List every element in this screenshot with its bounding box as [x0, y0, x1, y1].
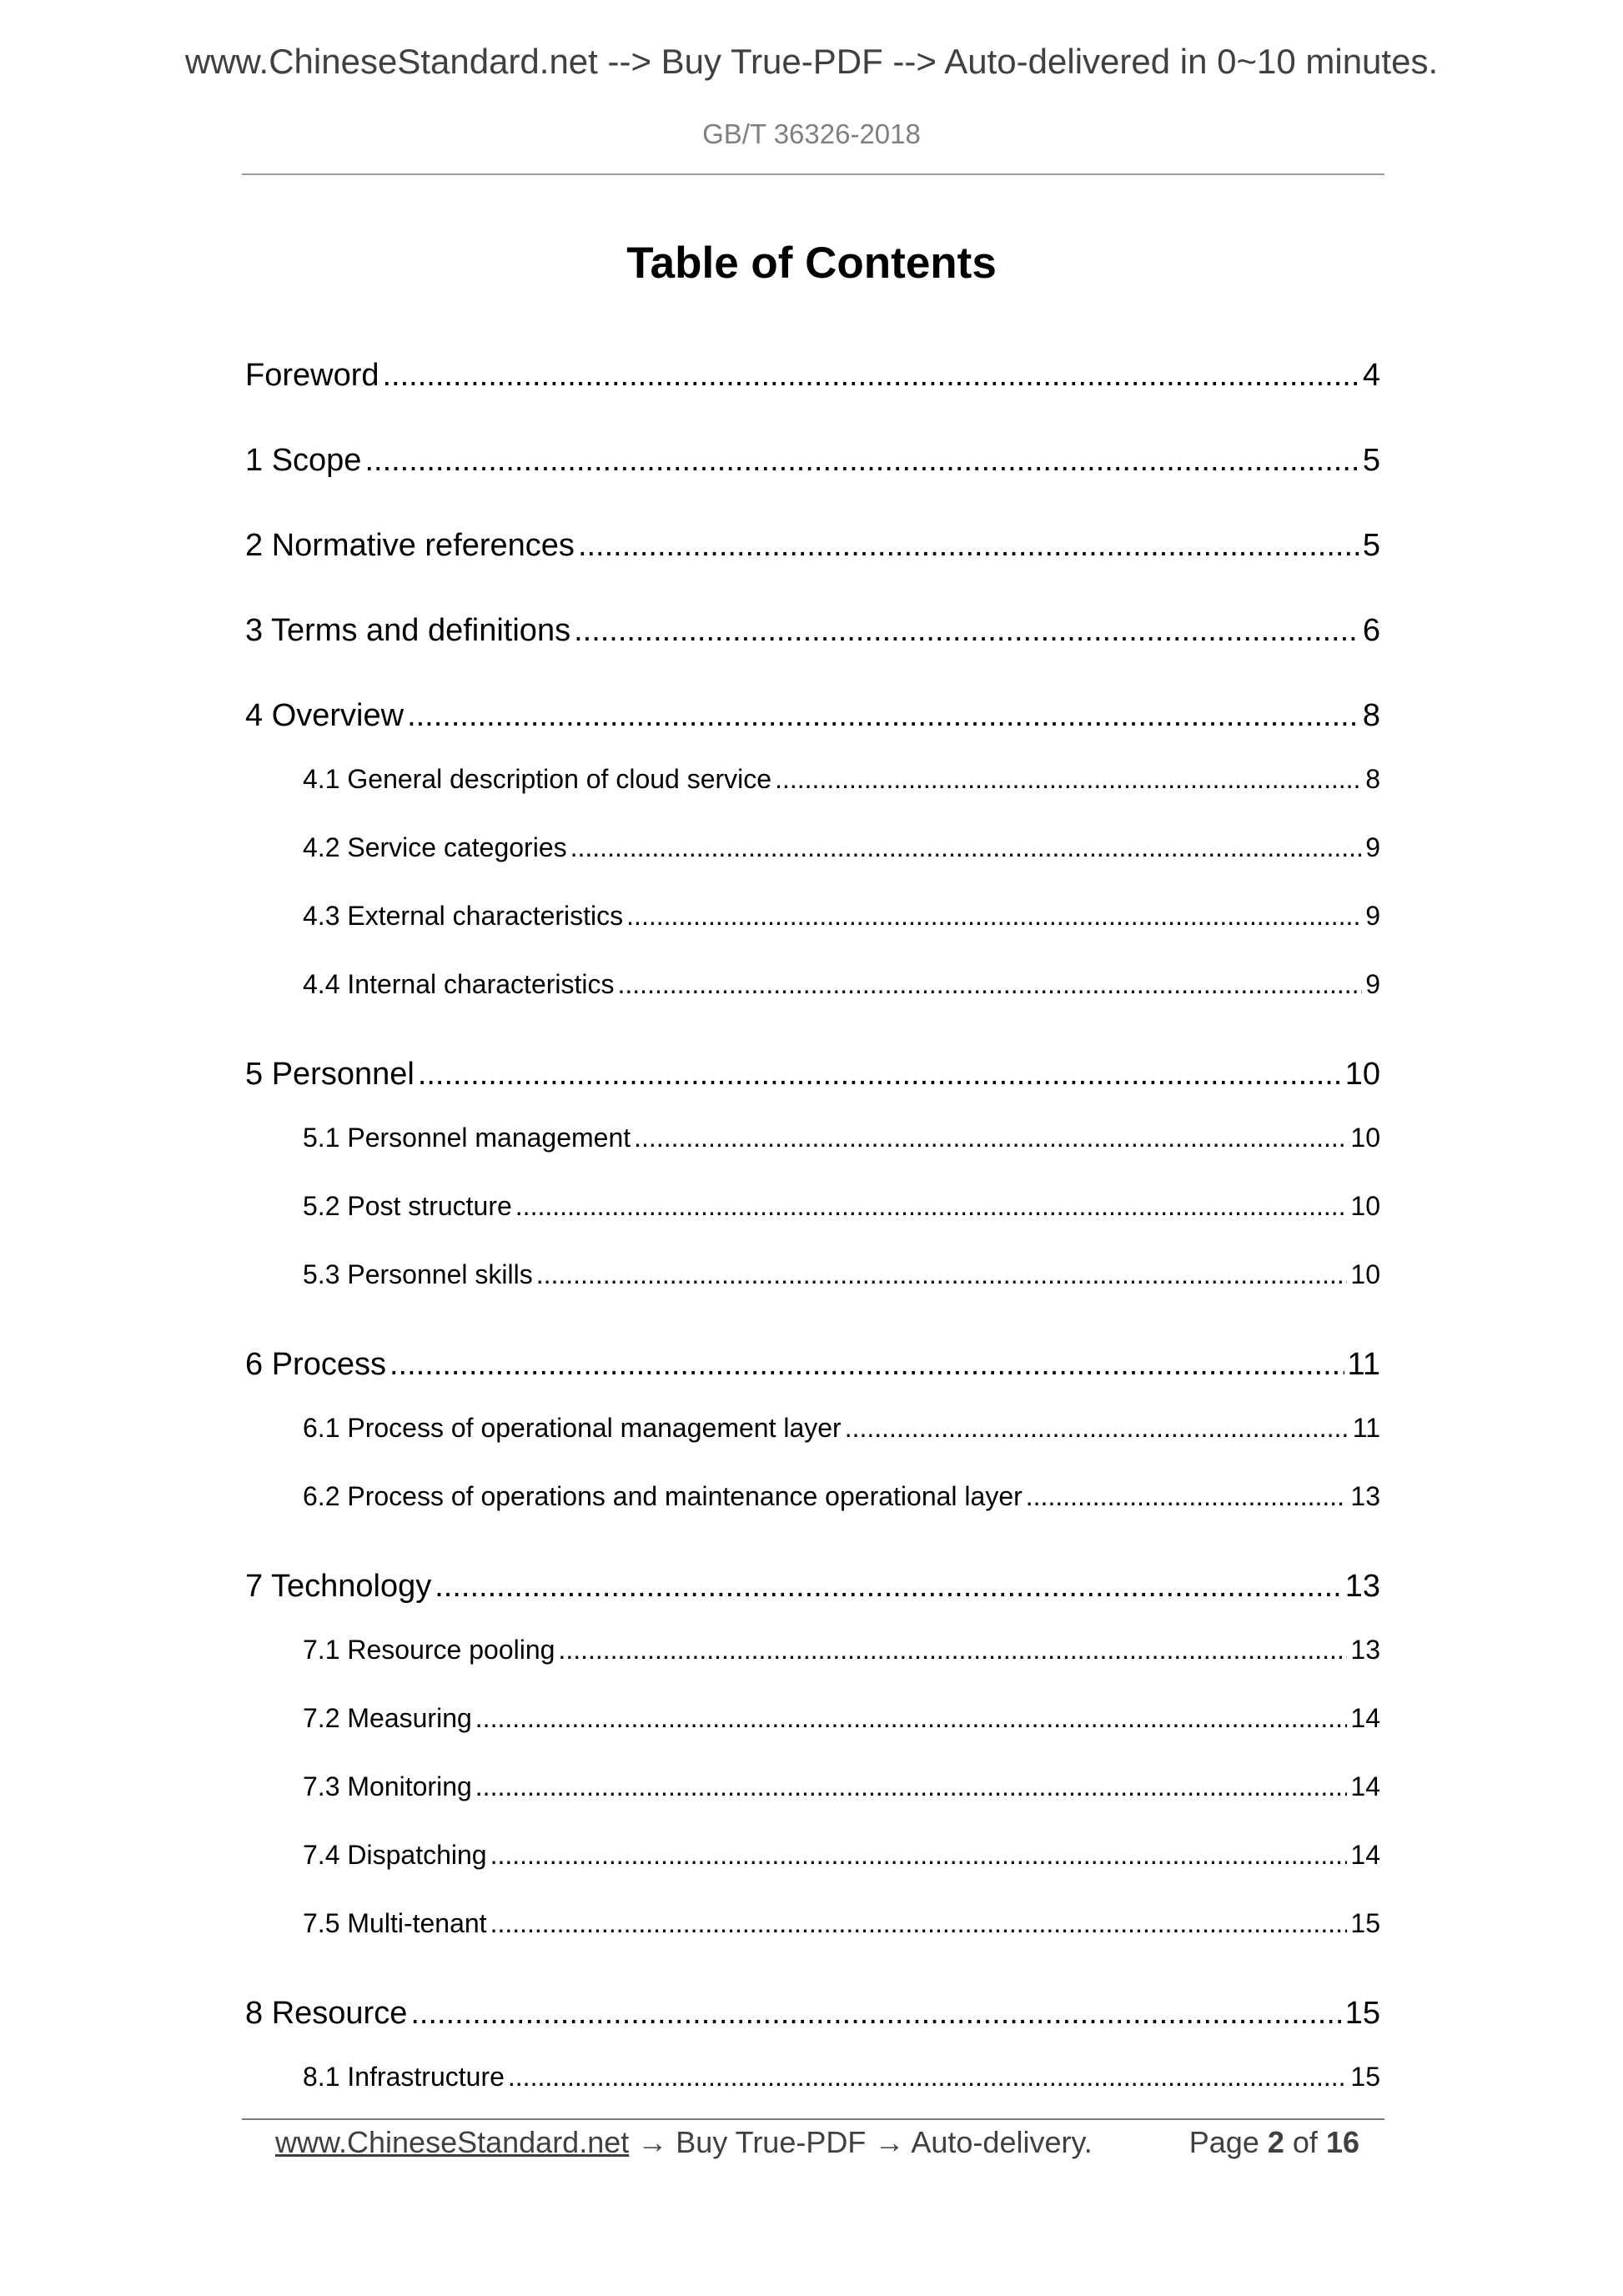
dot-leader	[558, 1631, 1347, 1668]
toc-entry-foreword[interactable]	[245, 354, 1380, 397]
toc-entry-label: 6.2 Process of operations and maintenance operational layer	[303, 1481, 1023, 1511]
dot-leader	[775, 761, 1362, 797]
toc-entry-overview[interactable]	[245, 694, 1380, 737]
toc-entry-page: 5	[1362, 528, 1380, 563]
toc-entry-process[interactable]	[245, 1343, 1380, 1386]
toc-entry-page: 10	[1350, 1191, 1380, 1221]
toc-entry-terms-and-definitions[interactable]	[245, 609, 1380, 652]
toc-entry-label: 7.5 Multi-tenant	[303, 1908, 487, 1938]
toc-entry-label: 5.1 Personnel management	[303, 1123, 631, 1153]
toc-entry-page: 4	[1362, 358, 1380, 393]
dot-leader	[475, 1768, 1348, 1805]
toc-subentry-7-3[interactable]	[303, 1768, 1380, 1805]
arrow-right-icon: →	[637, 2125, 668, 2159]
footer-divider	[242, 2118, 1384, 2120]
toc-entry-label: 6 Process	[245, 1347, 386, 1382]
dot-leader	[570, 829, 1363, 866]
dot-leader	[618, 966, 1363, 1002]
toc-entry-label: 2 Normative references	[245, 528, 575, 563]
dot-leader	[410, 1992, 1341, 2035]
dot-leader	[490, 1836, 1348, 1873]
header-divider	[242, 173, 1384, 175]
toc-entry-page: 9	[1365, 901, 1380, 931]
total-pages: 16	[1325, 2125, 1359, 2159]
toc-entry-page: 14	[1350, 1840, 1380, 1870]
toc-entry-label: 4.3 External characteristics	[303, 901, 624, 931]
page-word: Page	[1188, 2125, 1259, 2159]
toc-entry-resource[interactable]	[245, 1992, 1380, 2035]
toc-entry-scope[interactable]	[245, 439, 1380, 482]
toc-entry-page: 15	[1344, 1996, 1380, 2031]
dot-leader	[626, 897, 1362, 934]
toc-entry-label: 5.3 Personnel skills	[303, 1259, 533, 1289]
dot-leader	[475, 1700, 1348, 1736]
toc-subentry-5-3[interactable]	[303, 1256, 1380, 1293]
toc-entry-normative-references[interactable]	[245, 524, 1380, 567]
toc-entry-label: 7 Technology	[245, 1569, 432, 1604]
toc-entry-page: 13	[1344, 1569, 1380, 1604]
toc-entry-page: 8	[1362, 698, 1380, 733]
toc-entry-page: 11	[1352, 1413, 1380, 1443]
top-banner: www.ChineseStandard.net --> Buy True-PDF --> Auto-delivered in 0~10 minutes.	[184, 42, 1439, 81]
dot-leader	[418, 1053, 1342, 1096]
toc-subentry-8-1[interactable]	[303, 2058, 1380, 2095]
arrow-right-icon: →	[874, 2125, 905, 2159]
toc-entry-page: 5	[1362, 443, 1380, 478]
toc-entry-page: 15	[1350, 1908, 1380, 1938]
dot-leader	[383, 354, 1359, 397]
current-page: 2	[1267, 2125, 1284, 2159]
toc-entry-page: 15	[1350, 2062, 1380, 2092]
dot-leader	[536, 1256, 1348, 1293]
toc-entry-page: 11	[1347, 1347, 1380, 1382]
page-footer	[275, 2125, 1359, 2167]
toc-entry-label: 7.3 Monitoring	[303, 1771, 472, 1801]
toc-entry-label: 1 Scope	[245, 443, 362, 478]
toc-entry-page: 13	[1350, 1481, 1380, 1511]
dot-leader	[515, 1188, 1348, 1224]
toc-entry-label: 4.1 General description of cloud service	[303, 764, 772, 794]
footer-buy-text: Buy True-PDF	[676, 2125, 867, 2159]
toc-entry-label: Foreword	[245, 358, 379, 393]
toc-subentry-7-1[interactable]	[303, 1631, 1380, 1668]
toc-entry-page: 10	[1344, 1057, 1380, 1092]
toc-subentry-4-3[interactable]	[303, 897, 1380, 934]
toc-entry-label: 7.2 Measuring	[303, 1703, 472, 1733]
toc-subentry-5-2[interactable]	[303, 1188, 1380, 1224]
toc-entry-label: 3 Terms and definitions	[245, 613, 571, 648]
toc-entry-page: 9	[1365, 969, 1380, 999]
page-title: Table of Contents	[626, 239, 997, 288]
toc-entry-label: 4.4 Internal characteristics	[303, 969, 615, 999]
dot-leader	[845, 1409, 1349, 1446]
toc-entry-label: 5.2 Post structure	[303, 1191, 512, 1221]
dot-leader	[578, 524, 1359, 567]
toc-entry-page: 6	[1362, 613, 1380, 648]
toc-subentry-6-1[interactable]	[303, 1409, 1380, 1446]
footer-website-link[interactable]: www.ChineseStandard.net	[275, 2125, 630, 2159]
dot-leader	[364, 439, 1359, 482]
toc-subentry-4-2[interactable]	[303, 829, 1380, 866]
dot-leader	[508, 2058, 1348, 2095]
toc-entry-page: 10	[1350, 1123, 1380, 1153]
toc-subentry-7-4[interactable]	[303, 1836, 1380, 1873]
toc-entry-page: 14	[1350, 1703, 1380, 1733]
toc-entry-personnel[interactable]	[245, 1053, 1380, 1096]
toc-entry-label: 8 Resource	[245, 1996, 408, 2031]
toc-subentry-7-2[interactable]	[303, 1700, 1380, 1736]
toc-subentry-4-1[interactable]	[303, 761, 1380, 797]
toc-entry-label: 4 Overview	[245, 698, 404, 733]
toc-entry-label: 6.1 Process of operational management layer	[303, 1413, 842, 1443]
toc-subentry-6-2[interactable]	[303, 1478, 1380, 1515]
dot-leader	[389, 1343, 1344, 1386]
dot-leader	[1026, 1478, 1348, 1515]
dot-leader	[574, 609, 1359, 652]
of-word: of	[1292, 2125, 1318, 2159]
toc-entry-page: 10	[1350, 1259, 1380, 1289]
toc-subentry-5-1[interactable]	[303, 1119, 1380, 1156]
dot-leader	[490, 1905, 1348, 1942]
toc-entry-page: 9	[1365, 832, 1380, 862]
toc-entry-label: 8.1 Infrastructure	[303, 2062, 505, 2092]
toc-entry-page: 13	[1350, 1635, 1380, 1665]
toc-subentry-4-4[interactable]	[303, 966, 1380, 1002]
toc-entry-label: 7.1 Resource pooling	[303, 1635, 555, 1665]
document-code: GB/T 36326-2018	[702, 118, 921, 149]
toc-entry-label: 5 Personnel	[245, 1057, 415, 1092]
toc-entry-label: 7.4 Dispatching	[303, 1840, 487, 1870]
dot-leader	[634, 1119, 1347, 1156]
toc-entry-technology[interactable]	[245, 1565, 1380, 1608]
toc-entry-page: 8	[1365, 764, 1380, 794]
dot-leader	[407, 694, 1359, 737]
page-number	[1189, 2125, 1359, 2160]
footer-delivery-text: Auto-delivery.	[911, 2125, 1093, 2159]
toc-entry-label: 4.2 Service categories	[303, 832, 567, 862]
dot-leader	[435, 1565, 1341, 1608]
toc-entry-page: 14	[1350, 1771, 1380, 1801]
toc-subentry-7-5[interactable]	[303, 1905, 1380, 1942]
